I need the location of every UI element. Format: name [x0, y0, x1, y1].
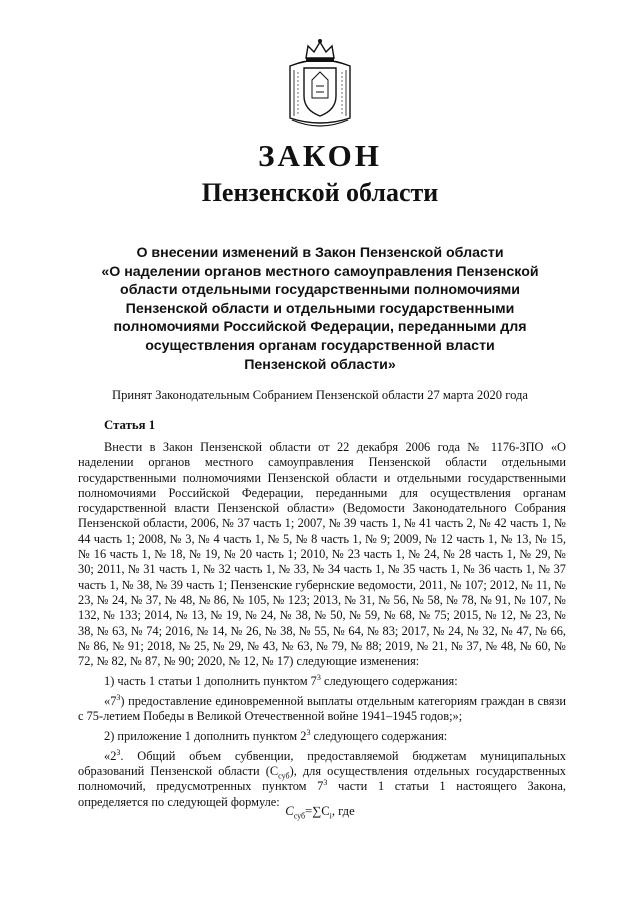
amendment-quote-2 — [78, 749, 566, 810]
formula-sum: =∑C — [305, 804, 330, 818]
superscript: 3 — [116, 747, 121, 757]
subject-line: «О наделении органов местного самоуправления Пензенской — [101, 263, 539, 280]
coat-of-arms-icon — [284, 36, 356, 128]
item-text: следующего содержания: — [320, 674, 458, 689]
quote-text: ) предоставление единовременной выплаты отдельным категориям граждан в связи с 75-летием Победы в Великой Отечественной войне 1941–1945 годов;»; — [78, 693, 566, 724]
quote-text: «7 — [104, 693, 117, 708]
article-body — [78, 440, 566, 810]
amendment-item-2 — [78, 729, 566, 744]
subject-line: Пензенской области» — [244, 356, 396, 373]
formula-tail: , где — [331, 804, 355, 818]
quote-text: «2 — [104, 748, 117, 763]
formula-subscript: суб — [293, 811, 306, 821]
formula-subscript: i — [329, 811, 332, 821]
amendment-quote-1 — [78, 694, 566, 725]
item-text: 1) часть 1 статьи 1 дополнить пунктом 7 — [104, 674, 317, 689]
subvention-formula — [0, 804, 640, 819]
adoption-note: Принят Законодательным Собранием Пензенской области 27 марта 2020 года — [111, 388, 529, 402]
superscript: 3 — [323, 778, 328, 788]
superscript: 3 — [316, 673, 321, 683]
formula-symbol: C — [285, 804, 294, 818]
article-heading: Статья 1 — [104, 418, 156, 432]
law-subject — [60, 244, 580, 374]
subject-line: Пензенской области и отдельными государственными — [125, 300, 515, 317]
superscript: 3 — [116, 692, 121, 702]
quote-text: . Общий объем субвенции, предоставляемой бюджетам муниципальных образований Пензенской области (C — [78, 748, 566, 778]
subscript: суб — [278, 771, 290, 781]
amendment-item-1 — [78, 674, 566, 689]
subject-line: О внесении изменений в Закон Пензенской области — [136, 245, 504, 261]
document-region: Пензенской области — [201, 178, 439, 207]
quote-text: части 1 статьи 1 настоящего Закона, определяется по следующей формуле: — [78, 779, 566, 809]
item-text: следующего содержания: — [310, 729, 448, 744]
superscript: 3 — [306, 728, 311, 738]
intro-paragraph: Внести в Закон Пензенской области от 22 декабря 2006 года № 1176-ЗПО «О наделении органов местного самоуправления Пензенской области отдельными государственными полномочиями Пензенской области и отдельными государственными полномочиями Российской Федерации, переданными для осуществления органам государственной власти Пензенской области» (Ведомости Законодательного Собрания Пензенской области, 2006, № 37 часть 1; 2007, № 39 часть 1, № 41 часть 2, № 42 часть 1, № 44 часть 1; 2008, № 3, № 4 часть 1, № 5, № 8 часть 1, № 9; 2009, № 12 часть 1, № 13, № 15, № 16 часть 1, № 18, № 19, № 20 часть 1; 2010, № 23 часть 1, № 24, № 28 часть 1, № 29, № 30; 2011, № 31 часть 1, № 32 часть 1, № 33, № 34 часть 1, № 35 часть 1, № 36 часть 1, № 37 часть 1, № 38, № 39 часть 1; Пензенские губернские ведомости, 2011, № 107; 2012, № 11, № 23, № 24, № 37, № 48, № 86, № 105, № 123; 2013, № 31, № 56, № 58, № 78, № 91, № 107, № 132, № 133; 2014, № 13, № 19, № 24, № 38, № 50, № 59, № 68, № 75; 2015, № 12, № 23, № 38, № 63, № 74; 2016, № 14, № 26, № 38, № 55, № 64, № 83; 2017, № 24, № 32, № 47, № 66, № 86, № 91; 2018, № 25, № 29, № 43, № 63, № 79, № 88; 2019, № 21, № 37, № 48, № 60, № 72, № 82, № 87, № 90; 2020, № 12, № 17) следующие изменения: — [78, 440, 566, 669]
subject-line: осуществления органам государственной власти — [145, 337, 495, 354]
quote-text: ), для осуществления отдельных государственных полномочий, предусмотренных пунктом 7 — [78, 763, 566, 794]
document-title: ЗАКОН — [258, 138, 382, 173]
subject-line: полномочиями Российской Федерации, переданными для — [113, 319, 527, 336]
item-text: 2) приложение 1 дополнить пунктом 2 — [104, 729, 307, 744]
subject-line: области отдельными государственными полномочиями — [120, 282, 520, 299]
